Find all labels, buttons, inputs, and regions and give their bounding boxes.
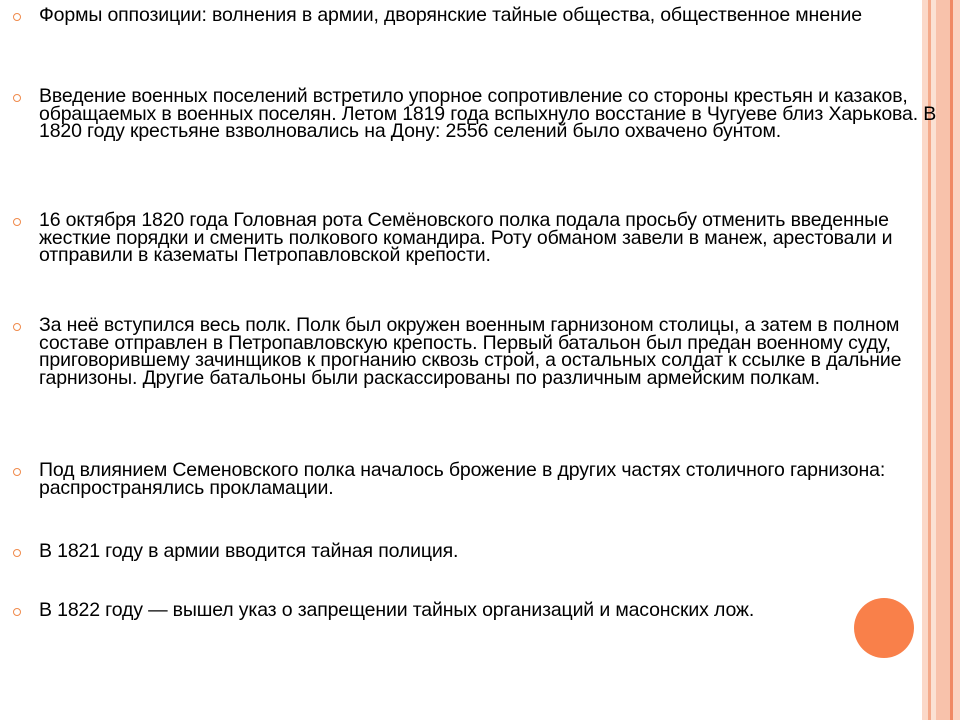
bullet-circle-icon — [13, 94, 21, 102]
bullet-text: 16 октября 1820 года Головная рота Семёновского полка подала просьбу отменить введенные жесткие порядки и сменить полкового командира. Роту обманом завели в манеж, арестовали и отправили в казематы Петропавловской крепости. — [39, 209, 893, 266]
bullet-text: Формы оппозиции: волнения в армии, дворянские тайные общества, общественное мнение — [39, 4, 862, 26]
bullet-circle-icon — [13, 468, 21, 476]
bullet-circle-icon — [13, 13, 21, 21]
bullet-text: За неё вступился весь полк. Полк был окружен военным гарнизоном столицы, а затем в полном составе отправлен в Петропавловскую крепость. Первый батальон был предан военному суду, приговорившему зачинщиков к прогнанию сквозь строй, а остальных солдат к ссылке в дальние гарнизоны. Другие батальоны были раскассированы по различным армейским полкам. — [39, 314, 902, 389]
bullet-circle-icon — [13, 218, 21, 226]
bullet-circle-icon — [13, 608, 21, 616]
accent-circle — [854, 598, 914, 658]
decor-stripe — [953, 0, 960, 720]
bullet-circle-icon — [13, 549, 21, 557]
bullet-text: В 1821 году в армии вводится тайная полиция. — [39, 540, 459, 562]
bullet-text: В 1822 году — вышел указ о запрещении тайных организаций и масонских лож. — [39, 599, 755, 621]
bullet-text: Введение военных поселений встретило упорное сопротивление со стороны крестьян и казаков, обращаемых в военных поселян. Летом 1819 года вспыхнуло восстание в Чугуеве близ Харькова. В 1820 году крестьяне взволновались на Дону: 2556 селений было охвачено бунтом. — [39, 85, 937, 142]
bullet-circle-icon — [13, 323, 21, 331]
bullet-text: Под влиянием Семеновского полка началось брожение в других частях столичного гарнизона: распространялись прокламации. — [39, 459, 886, 499]
